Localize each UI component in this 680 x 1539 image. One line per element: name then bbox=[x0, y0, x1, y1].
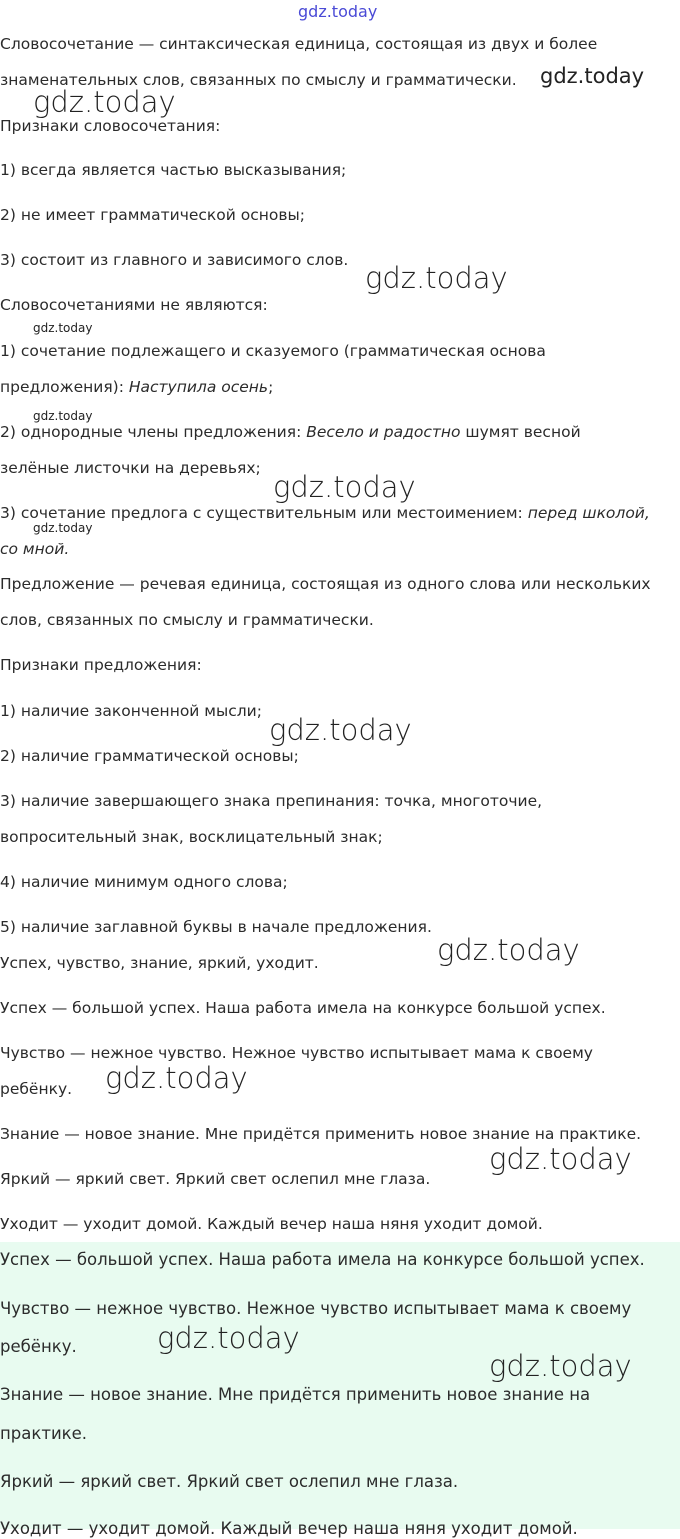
watermark: gdz.today bbox=[365, 261, 508, 295]
example-italic: со мной. bbox=[0, 540, 70, 558]
definition-line: Предложение — речевая единица, состоящая из одного слова или нескольких bbox=[0, 575, 651, 593]
answer-line: Чувство — нежное чувство. Нежное чувство испытывает мама к своему bbox=[0, 1044, 593, 1062]
list-item: предложения): Наступила осень; bbox=[0, 378, 274, 396]
answer-line: Яркий — яркий свет. Яркий свет ослепил мне глаза. bbox=[0, 1170, 431, 1188]
watermark: gdz.today bbox=[33, 521, 93, 535]
list-item: 1) всегда является частью высказывания; bbox=[0, 161, 347, 179]
list-item: 2) наличие грамматической основы; bbox=[0, 747, 299, 765]
answer-block-line: Знание — новое знание. Мне придётся применить новое знание на bbox=[0, 1385, 591, 1404]
answer-line: Успех — большой успех. Наша работа имела на конкурсе большой успех. bbox=[0, 999, 606, 1017]
answer-block-line: Уходит — уходит домой. Каждый вечер наша няня уходит домой. bbox=[0, 1519, 578, 1538]
watermark: gdz.today bbox=[269, 713, 412, 747]
list-item: 5) наличие заглавной буквы в начале предложения. bbox=[0, 918, 432, 936]
section-heading: Признаки предложения: bbox=[0, 656, 202, 674]
watermark: gdz.today bbox=[540, 64, 645, 88]
list-item: 2) однородные члены предложения: Весело и радостно шумят весной bbox=[0, 423, 581, 441]
list-item: 4) наличие минимум одного слова; bbox=[0, 873, 288, 891]
example-italic: Наступила осень bbox=[128, 378, 269, 396]
list-item: 1) наличие законченной мысли; bbox=[0, 702, 262, 720]
watermark: gdz.today bbox=[33, 85, 176, 119]
list-item bbox=[0, 539, 680, 559]
watermark: gdz.today bbox=[273, 470, 416, 504]
task-words: Успех, чувство, знание, яркий, уходит. bbox=[0, 954, 319, 972]
definition-line: знаменательных слов, связанных по смыслу и грамматически. bbox=[0, 71, 517, 89]
list-item: вопросительный знак, восклицательный знак; bbox=[0, 828, 383, 846]
watermark: gdz.today bbox=[33, 321, 93, 335]
answer-line: ребёнку. bbox=[0, 1080, 73, 1098]
answer-block-line: ребёнку. bbox=[0, 1337, 77, 1356]
section-heading: Признаки словосочетания: bbox=[0, 117, 221, 135]
answer-line: Знание — новое знание. Мне придётся применить новое знание на практике. bbox=[0, 1125, 642, 1143]
answer-block-line: практике. bbox=[0, 1424, 88, 1443]
example-italic: перед школой, bbox=[527, 504, 650, 522]
answer-line: Уходит — уходит домой. Каждый вечер наша няня уходит домой. bbox=[0, 1215, 543, 1233]
watermark: gdz.today bbox=[437, 933, 580, 967]
answer-block-line: Успех — большой успех. Наша работа имела на конкурсе большой успех. bbox=[0, 1250, 645, 1269]
example-italic: Весело и радостно bbox=[306, 423, 461, 441]
list-item: 3) сочетание предлога с существительным или местоимением: перед школой, bbox=[0, 504, 650, 522]
answer-block bbox=[0, 1242, 680, 1538]
watermark: gdz.today bbox=[489, 1142, 632, 1176]
watermark: gdz.today bbox=[489, 1349, 632, 1383]
list-item: 3) состоит из главного и зависимого слов. bbox=[0, 251, 349, 269]
answer-block-line: Чувство — нежное чувство. Нежное чувство испытывает мама к своему bbox=[0, 1299, 632, 1318]
answer-block-line: Яркий — яркий свет. Яркий свет ослепил мне глаза. bbox=[0, 1472, 459, 1491]
section-heading: Словосочетаниями не являются: bbox=[0, 296, 268, 314]
watermark: gdz.today bbox=[33, 409, 93, 423]
list-item: 3) наличие завершающего знака препинания: точка, многоточие, bbox=[0, 792, 543, 810]
list-item: 2) не имеет грамматической основы; bbox=[0, 206, 305, 224]
watermark: gdz.today bbox=[298, 2, 378, 21]
definition-line: Словосочетание — синтаксическая единица, состоящая из двух и более bbox=[0, 35, 598, 53]
watermark: gdz.today bbox=[157, 1321, 300, 1355]
list-item: зелёные листочки на деревьях; bbox=[0, 459, 261, 477]
watermark: gdz.today bbox=[105, 1061, 248, 1095]
list-item: 1) сочетание подлежащего и сказуемого (грамматическая основа bbox=[0, 342, 546, 360]
definition-line: слов, связанных по смыслу и грамматически. bbox=[0, 611, 374, 629]
